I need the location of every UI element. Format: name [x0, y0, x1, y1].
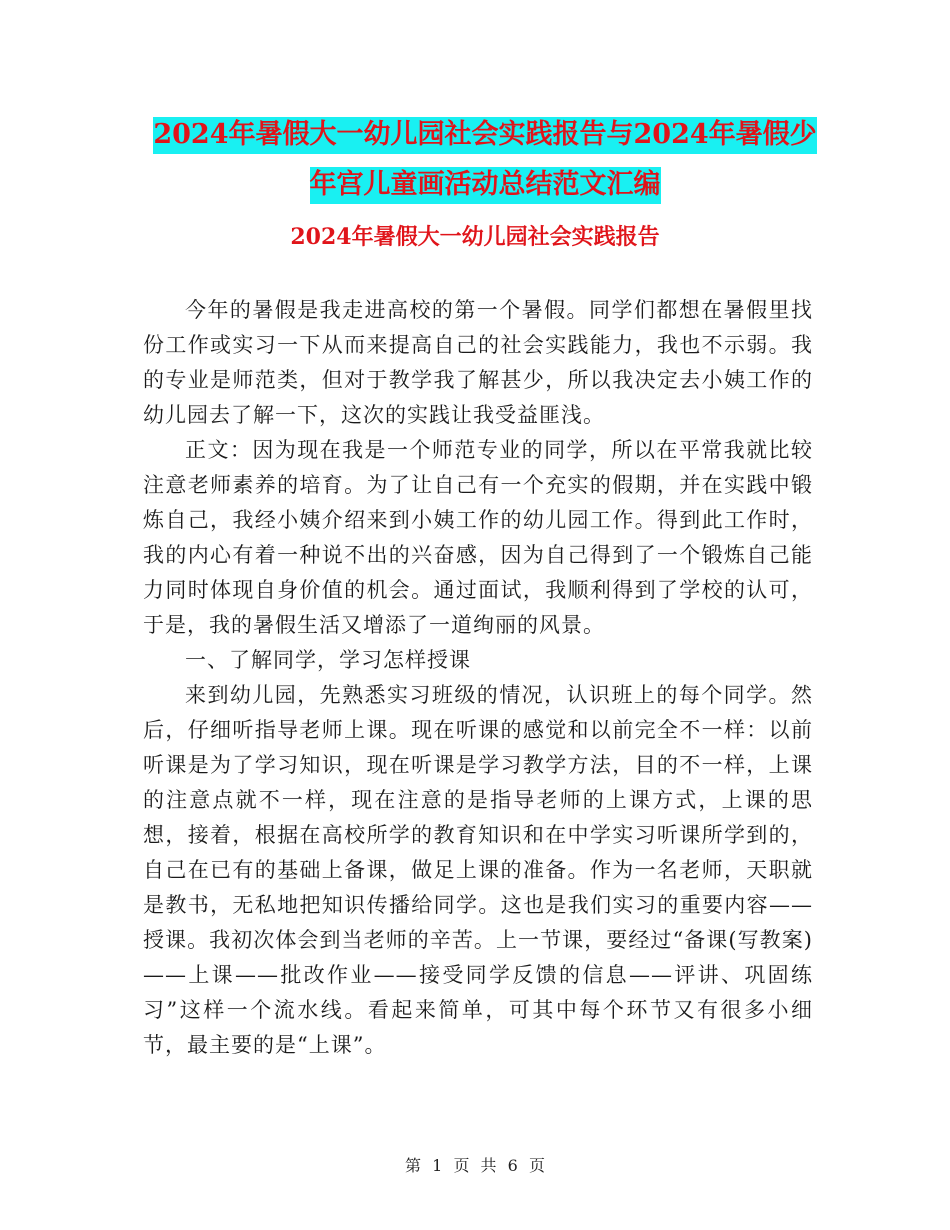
footer-total-pages: 6	[507, 1156, 518, 1175]
document-main-title	[140, 110, 830, 210]
main-title-line-1: 2024年暑假大一幼儿园社会实践报告与2024年暑假少	[153, 117, 816, 154]
footer-prefix: 第	[405, 1156, 422, 1175]
paragraph-main-text: 正文：因为现在我是一个师范专业的同学，所以在平常我就比较注意老师素养的培育。为了让自己有一个充实的假期，并在实践中锻炼自己，我经小姨介绍来到小姨工作的幼儿园工作。得到此工作时，我的内心有着一种说不出的兴奋感，因为自己得到了一个锻炼自己能力同时体现自身价值的机会。通过面试，我顺利得到了学校的认可，于是，我的暑假生活又增添了一道绚丽的风景。	[143, 438, 813, 637]
document-body	[143, 293, 813, 1063]
page-footer	[0, 1155, 950, 1177]
footer-suffix: 页	[528, 1156, 545, 1175]
footer-total-prefix: 共	[480, 1156, 497, 1175]
footer-current-page: 1	[432, 1156, 443, 1175]
footer-middle: 页	[453, 1156, 470, 1175]
section-title: 2024年暑假大一幼儿园社会实践报告	[290, 224, 660, 250]
main-title-line-2: 年宫儿童画活动总结范文汇编	[310, 167, 661, 204]
paragraph-intro: 今年的暑假是我走进高校的第一个暑假。同学们都想在暑假里找份工作或实习一下从而来提高自己的社会实践能力，我也不示弱。我的专业是师范类，但对于教学我了解甚少，所以我决定去小姨工作的幼儿园去了解一下，这次的实践让我受益匪浅。	[143, 298, 813, 427]
paragraph-teaching: 来到幼儿园，先熟悉实习班级的情况，认识班上的每个同学。然后，仔细听指导老师上课。现在听课的感觉和以前完全不一样：以前听课是为了学习知识，现在听课是学习教学方法，目的不一样，上课的注意点就不一样，现在注意的是指导老师的上课方式，上课的思想，接着，根据在高校所学的教育知识和在中学实习听课所学到的，自己在已有的基础上备课，做足上课的准备。作为一名老师，天职就是教书，无私地把知识传播给同学。这也是我们实习的重要内容——授课。我初次体会到当老师的辛苦。上一节课，要经过“备课(写教案)——上课——批改作业——接受同学反馈的信息——评讲、巩固练习”这样一个流水线。看起来简单，可其中每个环节又有很多小细节，最主要的是“上课”。	[143, 683, 813, 1057]
section-heading-1: 一、了解同学，学习怎样授课	[185, 648, 471, 672]
